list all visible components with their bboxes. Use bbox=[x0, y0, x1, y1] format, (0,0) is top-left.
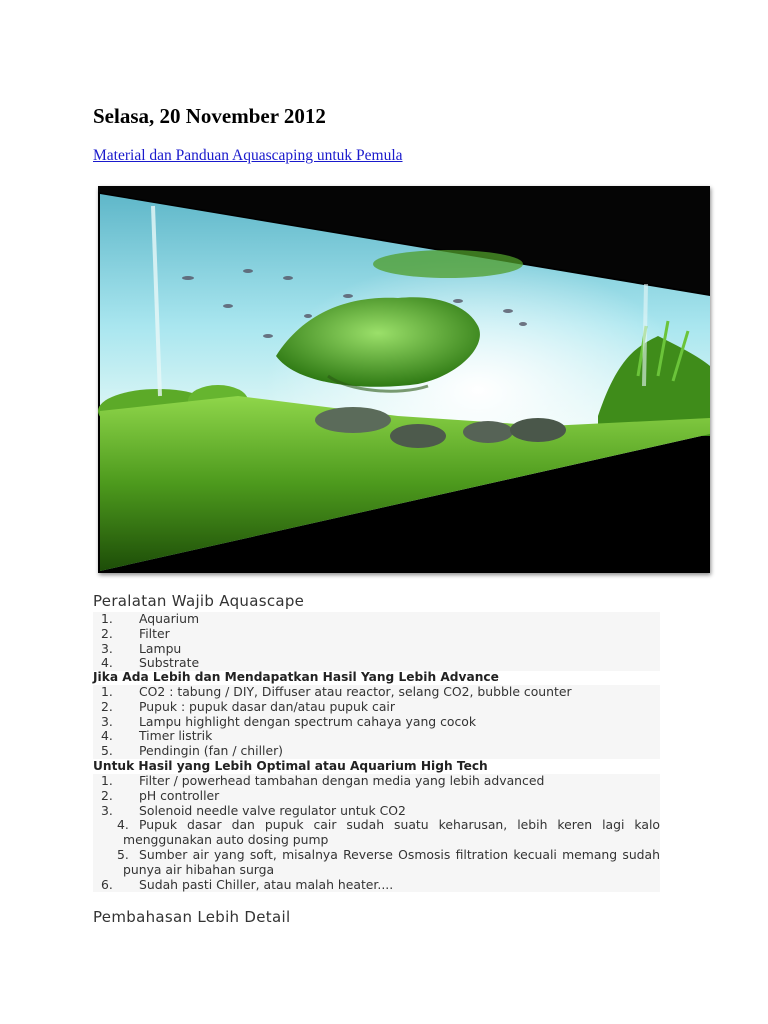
list-item: 2. pH controller bbox=[101, 787, 220, 803]
list-item: 2. Pupuk : pupuk dasar dan/atau pupuk cair bbox=[101, 698, 395, 714]
list-item: 1. CO2 : tabung / DIY, Diffuser atau reactor, selang CO2, bubble counter bbox=[101, 684, 572, 699]
section-heading-advance: Jika Ada Lebih dan Mendapatkan Hasil Yang Lebih Advance bbox=[93, 670, 499, 684]
post-date: Selasa, 20 November 2012 bbox=[93, 104, 326, 128]
list-item: 3. Solenoid needle valve regulator untuk CO2 bbox=[101, 802, 406, 818]
list-advance bbox=[93, 685, 660, 759]
aquarium-photo-icon bbox=[98, 186, 710, 573]
section-heading-wajib: Peralatan Wajib Aquascape bbox=[93, 592, 305, 610]
post-title-link[interactable]: Material dan Panduan Aquascaping untuk Pemula bbox=[93, 147, 403, 164]
section-heading-detail: Pembahasan Lebih Detail bbox=[93, 908, 291, 926]
list-item: 5. Pendingin (fan / chiller) bbox=[101, 743, 284, 759]
list-item: 3. Lampu highlight dengan spectrum cahaya yang cocok bbox=[101, 713, 477, 729]
list-item: 2. Filter bbox=[101, 625, 170, 641]
list-item: 1. Aquarium bbox=[101, 611, 200, 626]
aquarium-photo bbox=[98, 186, 710, 573]
list-item: 6. Sudah pasti Chiller, atau malah heater.... bbox=[101, 876, 394, 892]
list-wajib bbox=[93, 612, 660, 671]
list-item: 5. Sumber air yang soft, misalnya Reverse Osmosis filtration kecuali memang sudah punya air hibahan surga bbox=[117, 846, 660, 877]
list-item: 4. Pupuk dasar dan pupuk cair sudah suatu keharusan, lebih keren lagi kalo menggunakan auto dosing pump bbox=[117, 817, 660, 848]
list-item: 1. Filter / powerhead tambahan dengan media yang lebih advanced bbox=[101, 773, 545, 788]
section-heading-hightech: Untuk Hasil yang Lebih Optimal atau Aquarium High Tech bbox=[93, 759, 488, 773]
list-item: 4. Substrate bbox=[101, 655, 200, 671]
list-item: 3. Lampu bbox=[101, 640, 182, 656]
list-item: 4. Timer listrik bbox=[101, 728, 213, 744]
list-hightech bbox=[93, 774, 660, 892]
